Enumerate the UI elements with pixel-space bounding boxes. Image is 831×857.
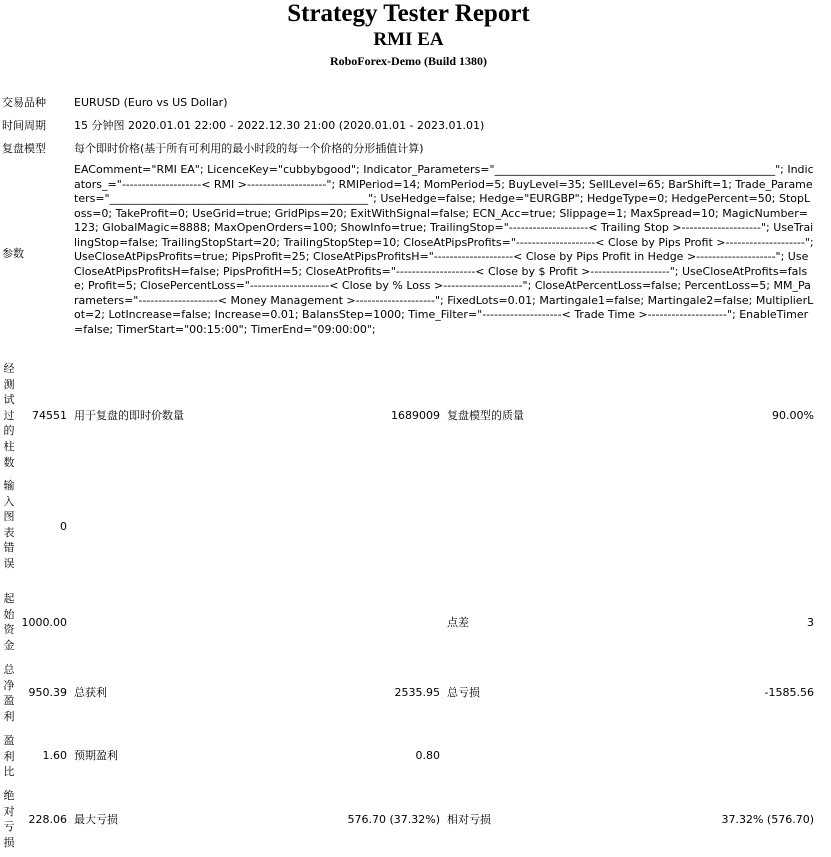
quality-value: 90.00% — [772, 409, 814, 422]
gross-profit-label: 总获利 — [74, 686, 107, 699]
expected-payoff-label: 预期盈利 — [74, 749, 118, 762]
ticks-label: 用于复盘的即时价数量 — [74, 409, 184, 422]
gross-loss-label: 总亏损 — [447, 686, 480, 699]
bars-label: 经测试过的柱数 — [3, 362, 15, 469]
ticks-value: 1689009 — [391, 409, 440, 422]
relative-drawdown-value: 37.32% (576.70) — [721, 813, 814, 826]
spread-value: 3 — [807, 616, 814, 629]
spread-label: 点差 — [447, 616, 469, 629]
expected-payoff-value: 0.80 — [415, 749, 440, 762]
params-label: 参数 — [2, 247, 24, 260]
errors-value: 0 — [60, 520, 67, 533]
report-title: Strategy Tester Report — [287, 0, 530, 27]
net-profit-value: 950.39 — [28, 686, 67, 699]
errors-label: 输入图表错误 — [3, 479, 15, 570]
symbol-value: EURUSD (Euro vs US Dollar) — [74, 96, 228, 109]
period-label: 时间周期 — [2, 119, 46, 132]
quality-label: 复盘模型的质量 — [447, 409, 524, 422]
profit-factor-value: 1.60 — [42, 749, 67, 762]
absolute-drawdown-value: 228.06 — [28, 813, 67, 826]
net-profit-label: 总净盈利 — [3, 663, 15, 723]
max-drawdown-value: 576.70 (37.32%) — [347, 813, 440, 826]
deposit-value: 1000.00 — [21, 616, 67, 629]
model-label: 复盘模型 — [2, 142, 46, 155]
absolute-drawdown-label: 绝对亏损 — [3, 789, 15, 849]
symbol-label: 交易品种 — [2, 96, 46, 109]
period-value: 15 分钟图 2020.01.01 22:00 - 2022.12.30 21:00 (2020.01.01 - 2023.01.01) — [74, 119, 485, 132]
params-value: EAComment="RMI EA"; LicenceKey="cubbybgood"; Indicator_Parameters="___________________________________________________"; Indicators_="--------------------< RMI >--------------------"; RMIPeriod=14; MomPeriod=5; BuyLevel=35; SellLevel=65; BarShift=1; Trade_Parameters="_______________________________________________"; UseHedge=false; Hedge="EURGBP"; HedgeType=0; HedgePercent=50; StopLoss=0; TakeProfit=0; UseGrid=true; GridPips=20; ExitWithSignal=false; ECN_Acc=true; Slippage=1; MaxSpread=10; MagicNumber=123; GlobalMagic=8888; MaxOpenOrders=100; ShowInfo=true; TrailingStop="--------------------< Trailing Stop >--------------------"; UseTrailingStop=false; TrailingStopStart=20; TrailingStopStep=10; CloseAtPipsProfits="--------------------< Close by Pips Profit >--------------------"; UseCloseAtPipsProfits=true; PipsProfit=25; CloseAtPipsProfitsH="--------------------< Close by Pips Profit in Hedge >--------------------"; UseCloseAtPipsProfitsH=false; PipsProfitH=5; CloseAtProfits="--------------------< Close by $ Profit >--------------------"; UseCloseAtProfits=false; Profit=5; ClosePercentLoss="--------------------< Close by % Loss >--------------------"; CloseAtPercentLoss=false; PercentLoss=5; MM_Parameters="--------------------< Money Management >--------------------"; FixedLots=0.01; Martingale1=false; Martingale2=false; MultiplierLot=2; LotIncrease=false; Increase=0.01; BalansStep=1000; Time_Filter="--------------------< Trade Time >--------------------"; EnableTimer=false; TimerStart="00:15:00"; TimerEnd="09:00:00"; — [74, 163, 814, 336]
model-value: 每个即时价格(基于所有可利用的最小时段的每一个价格的分形插值计算) — [74, 142, 424, 155]
gross-loss-value: -1585.56 — [764, 686, 814, 699]
max-drawdown-label: 最大亏损 — [74, 813, 118, 826]
bars-value: 74551 — [32, 409, 67, 422]
server-name: RoboForex-Demo (Build 1380) — [329, 54, 488, 68]
profit-factor-label: 盈利比 — [3, 734, 15, 779]
ea-name: RMI EA — [373, 29, 444, 50]
gross-profit-value: 2535.95 — [394, 686, 440, 699]
deposit-label: 起始资金 — [3, 592, 15, 652]
relative-drawdown-label: 相对亏损 — [447, 813, 491, 826]
